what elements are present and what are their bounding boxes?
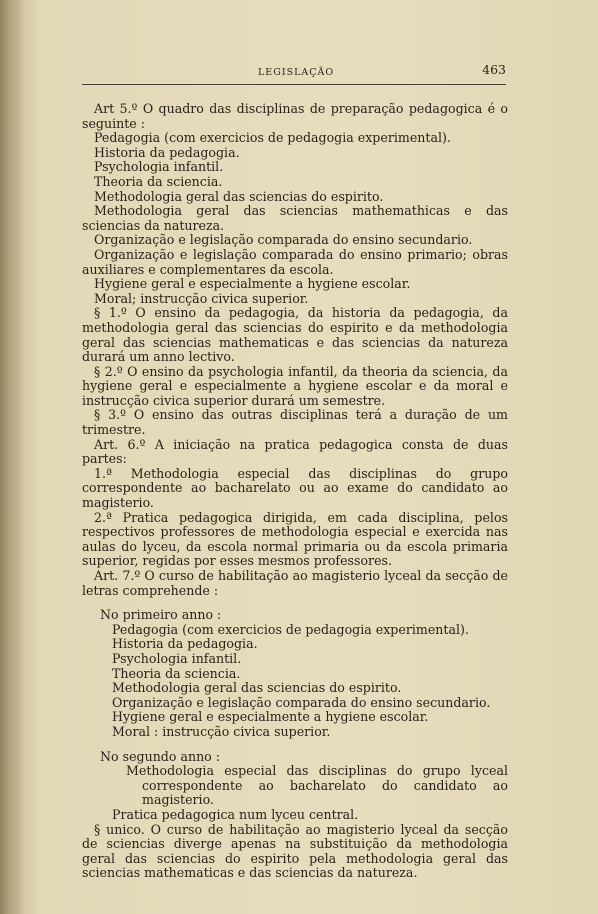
year2-item: Pratica pedagogica num lyceu central. — [112, 806, 359, 822]
art5-item: Historia da pedagogia. — [94, 144, 240, 160]
art5-item: Organização e legislação comparada do ensino secundario. — [94, 232, 473, 248]
page-number: 463 — [482, 62, 506, 77]
year1-item: Psychologia infantil. — [112, 650, 242, 666]
art5-item: Moral; instrucção civica superior. — [94, 290, 309, 306]
year1-item: Methodologia geral das sciencias do espirito. — [112, 680, 402, 696]
year1-item: Theoria da sciencia. — [112, 665, 241, 681]
art7-unico: § unico. O curso de habilitação ao magisterio lyceal da secção de sciencias diverge apenas na substituição da methodologia geral das sciencias do espirito pela methodologia geral das sciencias mathematicas e das sciencias da natureza. — [82, 821, 508, 881]
art5-paragraph-2: § 2.º O ensino da psychologia infantil, da theoria da sciencia, da hygiene geral e especialmente a hygiene escolar e da moral e instrucção civica superior durará um semestre. — [82, 363, 508, 408]
year1-item: Pedagogia (com exercicios de pedagogia experimental). — [112, 621, 469, 637]
art5-item: Psychologia infantil. — [94, 159, 224, 175]
art5-item: Methodologia geral das sciencias mathemathicas e das sciencias da natureza. — [82, 203, 508, 233]
year1-item: Organização e legislação comparada do ensino secundario. — [112, 694, 491, 710]
art7-intro: Art. 7.º O curso de habilitação ao magisterio lyceal da secção de letras comprehende : — [82, 568, 508, 598]
art5-paragraph-1: § 1.º O ensino da pedagogia, da historia da pedagogia, da methodologia geral das sciencias do espirito e da methodologia geral das sciencias mathematicas e das sciencias da natureza durará um anno lectivo. — [82, 305, 508, 365]
year2-item: Methodologia especial das disciplinas do grupo lyceal correspondente ao bacharelato do candidato ao magisterio. — [126, 763, 508, 808]
art5-item: Pedagogia (com exercicios de pedagogia experimental). — [94, 130, 451, 146]
running-title: LEGISLAÇÃO — [258, 67, 335, 78]
year1-item: Historia da pedagogia. — [112, 636, 258, 652]
art6-item-2: 2.ª Pratica pedagogica dirigida, em cada disciplina, pelos respectivos professores de methodologia especial e exercida nas aulas do lyceu, da escola normal primaria ou da escola primaria superior, regidas por esses mesmos professores. — [82, 509, 508, 569]
art5-item: Methodologia geral das sciencias do espirito. — [94, 188, 384, 204]
book-spine-shadow — [0, 0, 24, 914]
year2-heading: No segundo anno : — [100, 748, 221, 764]
art5-item: Hygiene geral e especialmente a hygiene escolar. — [94, 276, 411, 292]
art5-paragraph-3: § 3.º O ensino das outras disciplinas terá a duração de um trimestre. — [82, 407, 508, 438]
art5-item: Organização e legislação comparada do ensino primario; obras auxiliares e complementares da escola. — [82, 246, 508, 277]
year1-heading: No primeiro anno : — [100, 607, 222, 623]
page-body — [82, 102, 508, 881]
art5-intro: Art 5.º O quadro das disciplinas de preparação pedagogica é o seguinte : — [82, 101, 508, 131]
year1-item: Moral : instrucção civica superior. — [112, 723, 331, 739]
year1-item: Hygiene geral e especialmente a hygiene escolar. — [112, 709, 429, 725]
art6-item-1: 1.ª Methodologia especial das disciplinas do grupo correspondente ao bacharelato ou ao exame do candidato ao magisterio. — [82, 465, 508, 511]
page-header — [82, 62, 506, 85]
art6-intro: Art. 6.º A iniciação na pratica pedagogica consta de duas partes: — [82, 436, 508, 467]
art5-item: Theoria da sciencia. — [94, 173, 223, 189]
